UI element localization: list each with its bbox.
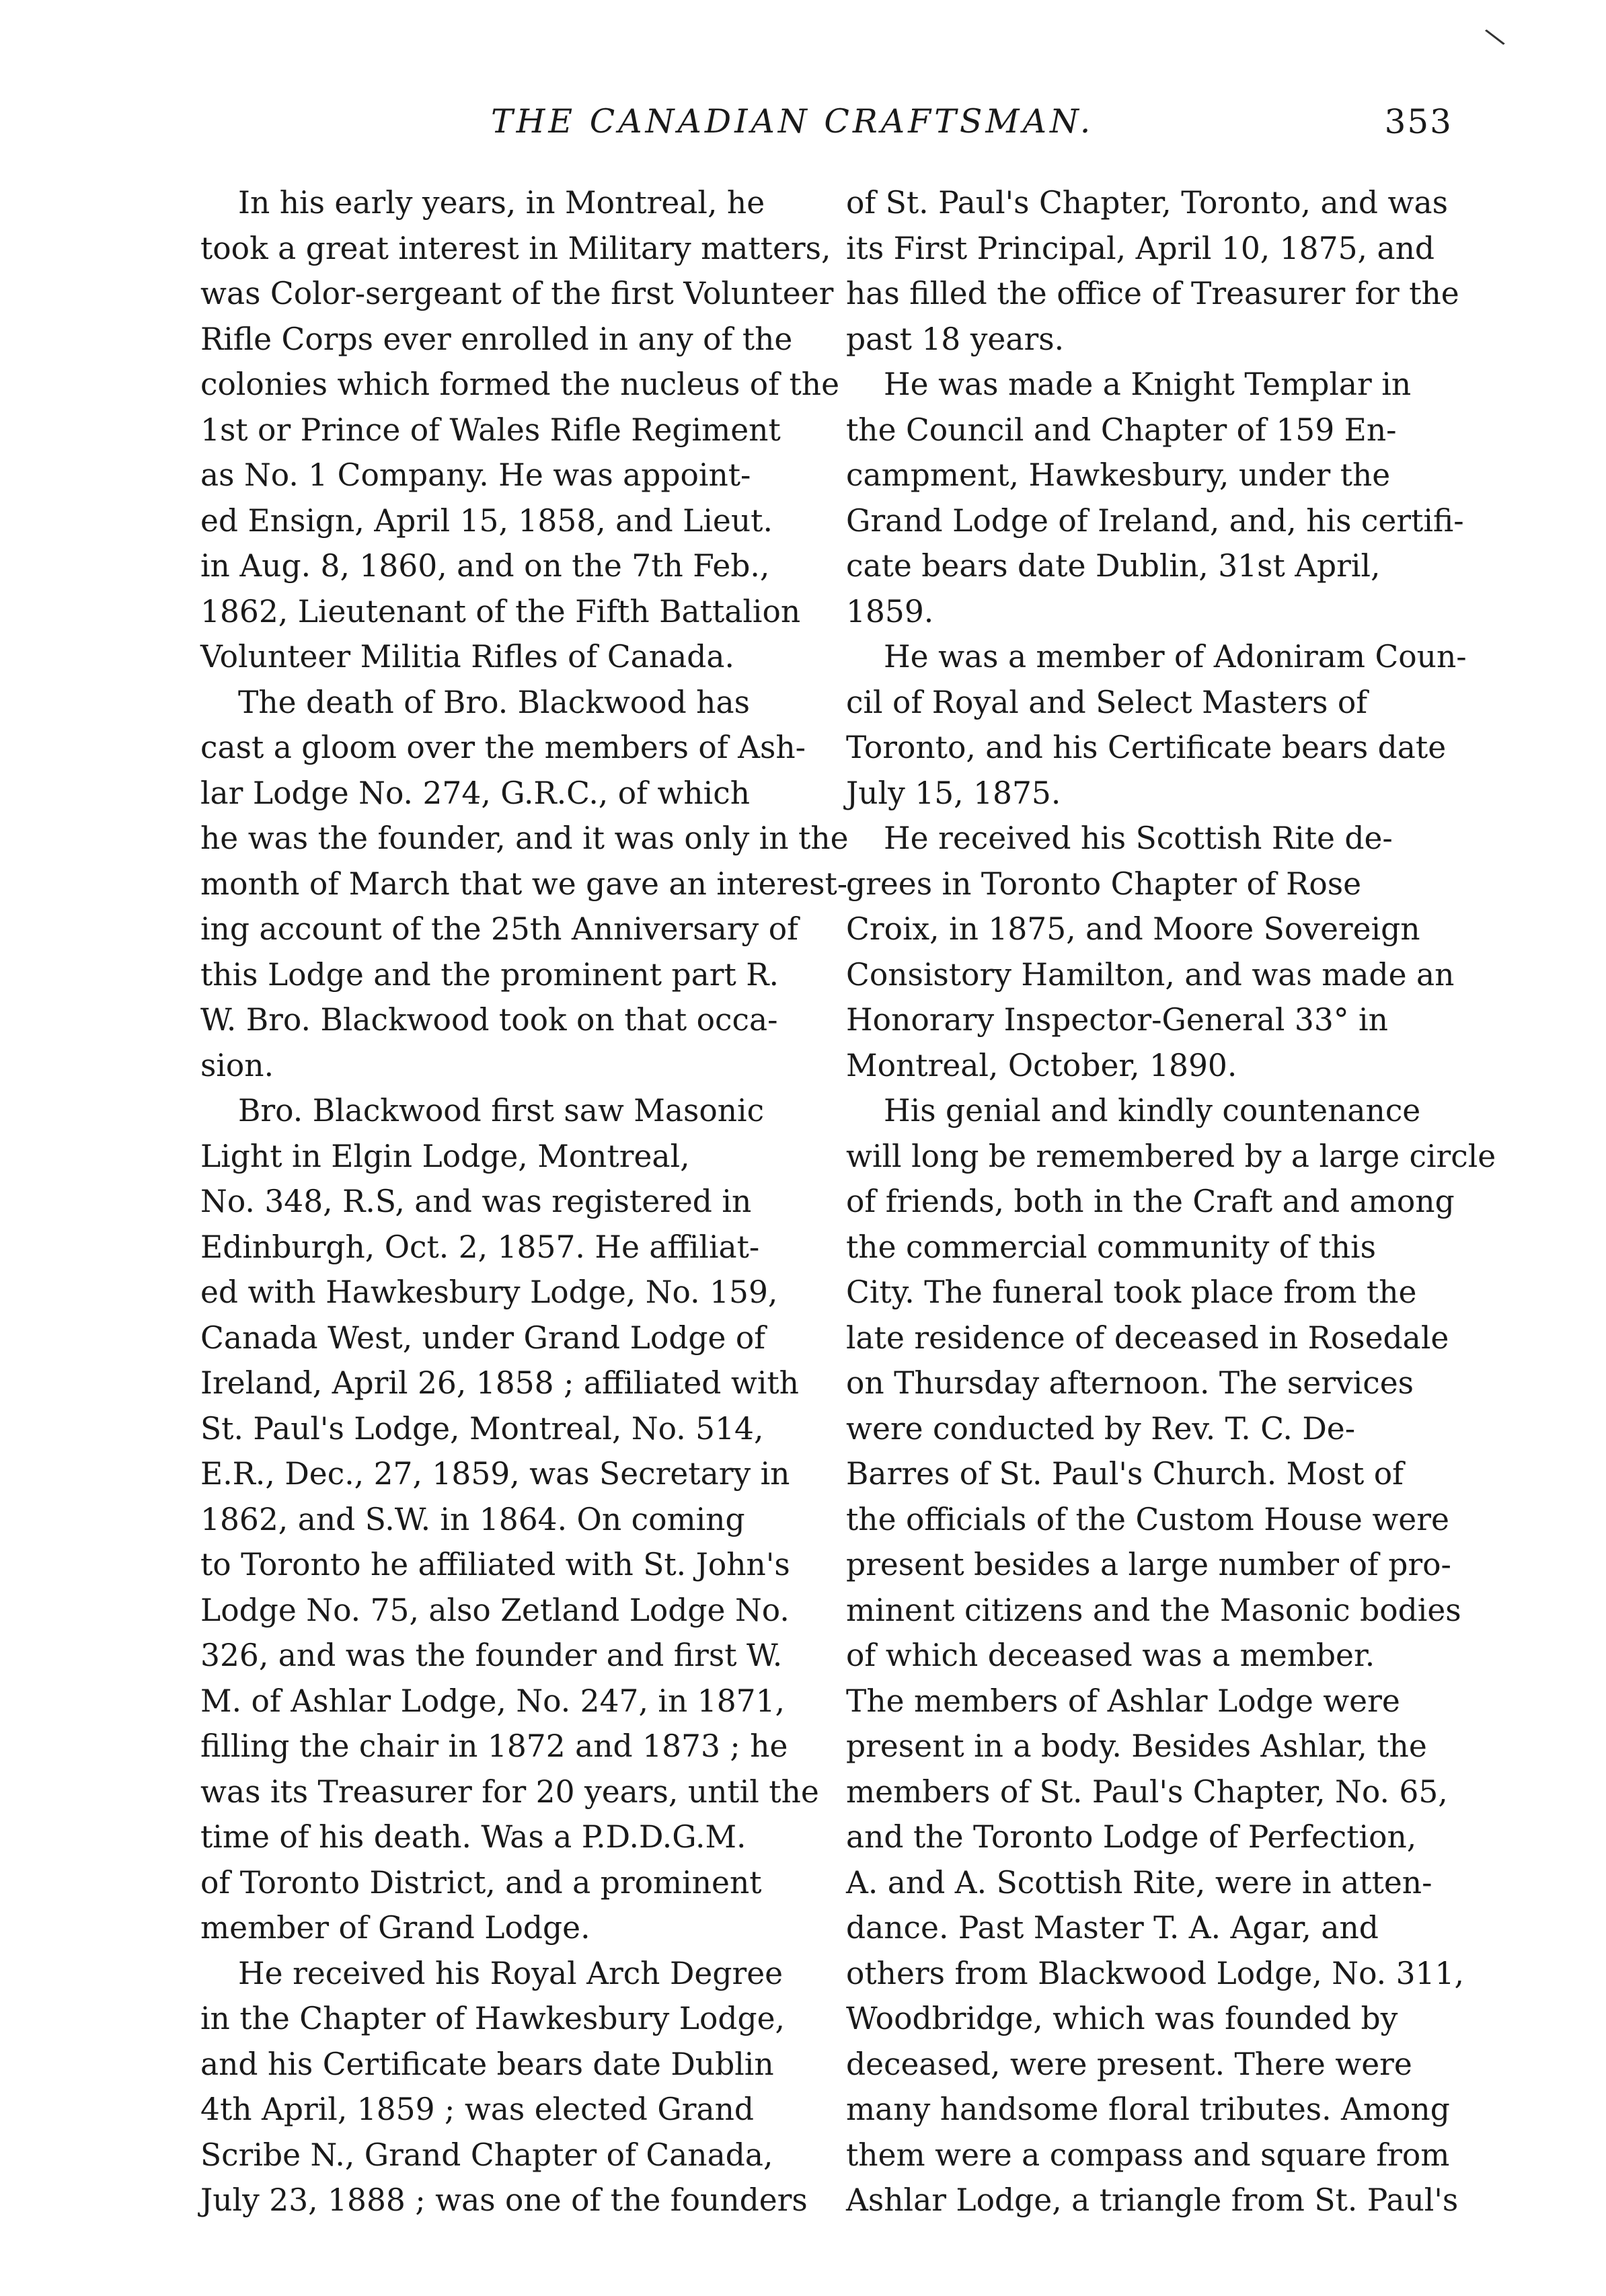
text-line: lar Lodge No. 274, G.R.C., of which bbox=[200, 775, 751, 811]
journal-title: THE CANADIAN CRAFTSMAN. bbox=[491, 102, 1094, 141]
text-line: Woodbridge, which was founded by bbox=[846, 2001, 1398, 2036]
paragraph bbox=[846, 362, 1465, 634]
text-line: were conducted by Rev. T. C. De- bbox=[846, 1410, 1356, 1447]
text-line: In his early years, in Montreal, he bbox=[238, 185, 765, 221]
text-line: He received his Royal Arch Degree bbox=[238, 1955, 783, 1991]
text-line: July 15, 1875. bbox=[846, 775, 1061, 811]
text-line: present besides a large number of pro- bbox=[846, 1547, 1451, 1582]
text-line: campment, Hawkesbury, under the bbox=[846, 457, 1391, 493]
text-line: month of March that we gave an interest- bbox=[200, 866, 848, 902]
text-line: late residence of deceased in Rosedale bbox=[846, 1319, 1449, 1356]
text-line: ing account of the 25th Anniversary of bbox=[200, 911, 798, 947]
text-line: took a great interest in Military matters, bbox=[200, 230, 831, 266]
text-line: Volunteer Militia Rifles of Canada. bbox=[200, 639, 734, 675]
text-line: was Color-sergeant of the first Volunteer bbox=[200, 276, 834, 311]
text-line: Ireland, April 26, 1858 ; affiliated with bbox=[200, 1365, 799, 1401]
text-line: Toronto, and his Certificate bears date bbox=[846, 730, 1447, 765]
text-line: Canada West, under Grand Lodge of bbox=[200, 1319, 766, 1356]
text-line: in the Chapter of Hawkesbury Lodge, bbox=[200, 2001, 785, 2036]
text-line: minent citizens and the Masonic bodies bbox=[846, 1592, 1461, 1628]
text-line: Scribe N., Grand Chapter of Canada, bbox=[200, 2137, 773, 2173]
text-line: and the Toronto Lodge of Perfection, bbox=[846, 1819, 1417, 1855]
text-line: of Toronto District, and a prominent bbox=[200, 1864, 762, 1901]
text-line: Consistory Hamilton, and was made an bbox=[846, 956, 1455, 993]
text-line: E.R., Dec., 27, 1859, was Secretary in bbox=[200, 1456, 790, 1492]
text-line: cate bears date Dublin, 31st April, bbox=[846, 548, 1381, 584]
text-line: Grand Lodge of Ireland, and, his certifi- bbox=[846, 502, 1464, 539]
paragraph bbox=[200, 1951, 819, 2223]
text-line: W. Bro. Blackwood took on that occa- bbox=[200, 1002, 778, 1038]
text-line: has filled the office of Treasurer for the bbox=[846, 276, 1459, 311]
text-line: Ashlar Lodge, a triangle from St. Paul's bbox=[846, 2182, 1459, 2218]
text-line: member of Grand Lodge. bbox=[200, 1910, 590, 1946]
text-line: He was made a Knight Templar in bbox=[884, 367, 1412, 402]
text-line: to Toronto he affiliated with St. John's bbox=[200, 1547, 790, 1582]
text-line: 1862, Lieutenant of the Fifth Battalion bbox=[200, 593, 801, 629]
text-line: He received his Scottish Rite de- bbox=[884, 820, 1393, 856]
text-line: The members of Ashlar Lodge were bbox=[846, 1683, 1400, 1719]
text-line: Lodge No. 75, also Zetland Lodge No. bbox=[200, 1592, 790, 1628]
text-line: in Aug. 8, 1860, and on the 7th Feb., bbox=[200, 548, 770, 584]
corner-mark: \ bbox=[1482, 22, 1508, 52]
text-line: of friends, both in the Craft and among bbox=[846, 1184, 1455, 1219]
text-line: others from Blackwood Lodge, No. 311, bbox=[846, 1955, 1464, 1991]
text-line: this Lodge and the prominent part R. bbox=[200, 956, 779, 993]
text-line: 4th April, 1859 ; was elected Grand bbox=[200, 2092, 755, 2127]
text-line: 1862, and S.W. in 1864. On coming bbox=[200, 1501, 745, 1537]
text-line: July 23, 1888 ; was one of the founders bbox=[200, 2182, 808, 2218]
text-line: ed with Hawkesbury Lodge, No. 159, bbox=[200, 1274, 778, 1310]
text-line: Honorary Inspector-General 33° in bbox=[846, 1002, 1388, 1038]
text-line: and his Certificate bears date Dublin bbox=[200, 2046, 774, 2082]
text-line: Edinburgh, Oct. 2, 1857. He affiliat- bbox=[200, 1229, 760, 1265]
text-line: 1859. bbox=[846, 593, 934, 629]
text-line: sion. bbox=[200, 1047, 274, 1083]
text-line: filling the chair in 1872 and 1873 ; he bbox=[200, 1728, 788, 1764]
text-line: deceased, were present. There were bbox=[846, 2046, 1412, 2082]
text-line: past 18 years. bbox=[846, 321, 1065, 357]
text-line: them were a compass and square from bbox=[846, 2137, 1450, 2173]
text-line: St. Paul's Lodge, Montreal, No. 514, bbox=[200, 1410, 764, 1447]
text-line: members of St. Paul's Chapter, No. 65, bbox=[846, 1773, 1448, 1810]
text-line: the officials of the Custom House were bbox=[846, 1501, 1449, 1537]
text-line: time of his death. Was a P.D.D.G.M. bbox=[200, 1819, 747, 1855]
text-line: He was a member of Adoniram Coun- bbox=[884, 639, 1467, 675]
text-line: The death of Bro. Blackwood has bbox=[238, 684, 750, 720]
text-line: present in a body. Besides Ashlar, the bbox=[846, 1728, 1427, 1764]
text-line: 326, and was the founder and first W. bbox=[200, 1638, 783, 1673]
paragraph bbox=[846, 634, 1465, 816]
text-line: No. 348, R.S, and was registered in bbox=[200, 1184, 752, 1219]
page-number: 353 bbox=[1384, 102, 1453, 141]
text-line: the Council and Chapter of 159 En- bbox=[846, 412, 1397, 448]
text-line: 1st or Prince of Wales Rifle Regiment bbox=[200, 412, 781, 448]
paragraph bbox=[200, 1088, 819, 1951]
text-line: Light in Elgin Lodge, Montreal, bbox=[200, 1138, 690, 1174]
text-line: the commercial community of this bbox=[846, 1229, 1376, 1265]
text-line: cast a gloom over the members of Ash- bbox=[200, 730, 806, 765]
text-line: cil of Royal and Select Masters of bbox=[846, 684, 1368, 720]
text-line: its First Principal, April 10, 1875, and bbox=[846, 230, 1435, 266]
text-line: dance. Past Master T. A. Agar, and bbox=[846, 1910, 1379, 1946]
text-line: City. The funeral took place from the bbox=[846, 1274, 1417, 1310]
text-line: Rifle Corps ever enrolled in any of the bbox=[200, 321, 793, 357]
paragraph bbox=[200, 680, 849, 1089]
text-line: of which deceased was a member. bbox=[846, 1638, 1375, 1673]
text-line: was its Treasurer for 20 years, until the bbox=[200, 1773, 819, 1810]
paragraph bbox=[846, 1088, 1496, 2223]
paragraph bbox=[200, 180, 839, 680]
text-line: colonies which formed the nucleus of the bbox=[200, 367, 839, 402]
text-line: he was the founder, and it was only in the bbox=[200, 820, 849, 856]
text-line: A. and A. Scottish Rite, were in atten- bbox=[846, 1864, 1432, 1901]
text-line: grees in Toronto Chapter of Rose bbox=[846, 866, 1362, 902]
text-line: His genial and kindly countenance bbox=[884, 1093, 1421, 1128]
text-line: as No. 1 Company. He was appoint- bbox=[200, 457, 751, 493]
paragraph bbox=[846, 180, 1465, 362]
text-line: Croix, in 1875, and Moore Sovereign bbox=[846, 911, 1420, 947]
paragraph bbox=[846, 816, 1465, 1088]
right-text-column bbox=[846, 180, 1496, 2223]
text-line: many handsome floral tributes. Among bbox=[846, 2092, 1450, 2127]
text-line: will long be remembered by a large circle bbox=[846, 1138, 1496, 1174]
left-text-column bbox=[200, 180, 849, 2223]
text-line: Barres of St. Paul's Church. Most of bbox=[846, 1456, 1404, 1492]
text-line: of St. Paul's Chapter, Toronto, and was bbox=[846, 185, 1448, 221]
text-line: Montreal, October, 1890. bbox=[846, 1047, 1237, 1083]
running-head bbox=[202, 102, 1453, 149]
text-line: ed Ensign, April 15, 1858, and Lieut. bbox=[200, 502, 773, 539]
text-line: Bro. Blackwood first saw Masonic bbox=[238, 1093, 765, 1128]
text-line: M. of Ashlar Lodge, No. 247, in 1871, bbox=[200, 1683, 786, 1719]
text-line: on Thursday afternoon. The services bbox=[846, 1365, 1414, 1401]
